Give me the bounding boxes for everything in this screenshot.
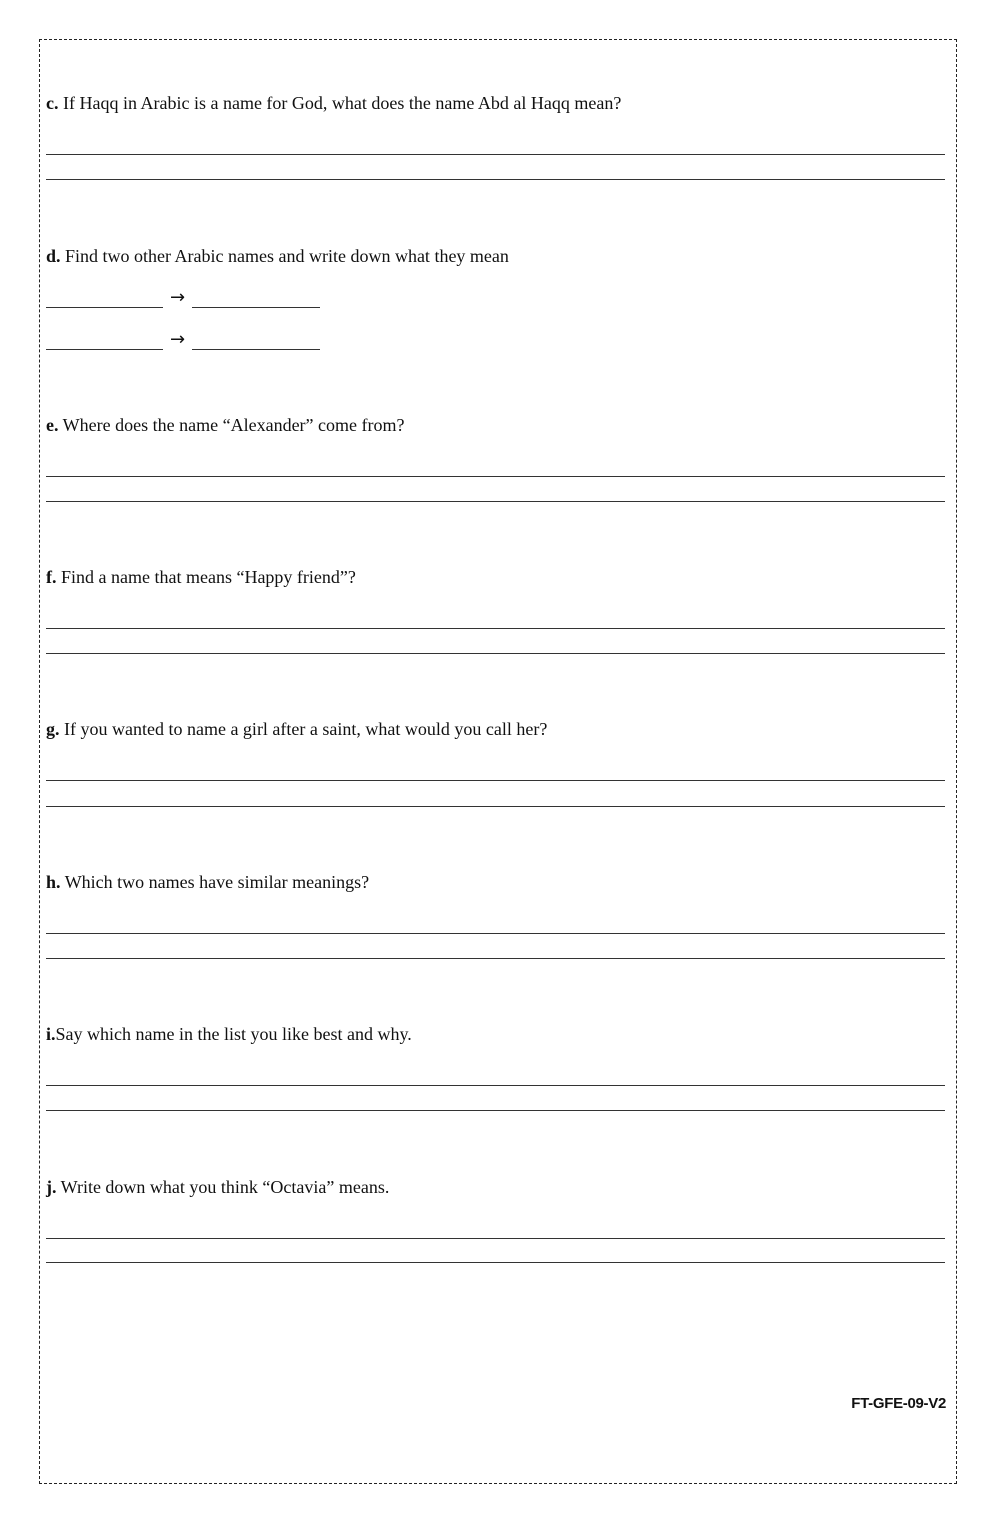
question-g-label: g. — [46, 719, 60, 739]
question-i-label: i. — [46, 1024, 56, 1044]
answer-line-i-2[interactable] — [46, 1110, 945, 1111]
question-e — [46, 414, 405, 436]
right-arrow-icon: → — [170, 329, 186, 350]
answer-line-e-1[interactable] — [46, 476, 945, 477]
question-c — [46, 92, 621, 114]
question-f-text: Find a name that means “Happy friend”? — [56, 567, 356, 587]
question-j-label: j. — [46, 1177, 57, 1197]
right-arrow-icon: → — [170, 287, 186, 308]
answer-line-e-2[interactable] — [46, 501, 945, 502]
answer-line-j-1[interactable] — [46, 1238, 945, 1239]
question-c-text: If Haqq in Arabic is a name for God, what does the name Abd al Haqq mean? — [58, 93, 622, 113]
arabic-name-blank-2[interactable] — [46, 349, 163, 350]
answer-line-j-2[interactable] — [46, 1262, 945, 1263]
question-j — [46, 1176, 389, 1198]
question-f-label: f. — [46, 567, 57, 587]
answer-line-i-1[interactable] — [46, 1085, 945, 1086]
question-j-text: Write down what you think “Octavia” means. — [56, 1177, 390, 1197]
question-i-text: Say which name in the list you like best and why. — [55, 1024, 412, 1044]
name-meaning-pair-2 — [46, 330, 346, 354]
question-c-label: c. — [46, 93, 59, 113]
document-code: FT-GFE-09-V2 — [851, 1395, 946, 1412]
question-e-label: e. — [46, 415, 59, 435]
answer-line-g-1[interactable] — [46, 780, 945, 781]
question-h-text: Which two names have similar meanings? — [60, 872, 370, 892]
arabic-name-blank-1[interactable] — [46, 307, 163, 308]
meaning-blank-1[interactable] — [192, 307, 320, 308]
meaning-blank-2[interactable] — [192, 349, 320, 350]
question-i — [46, 1023, 412, 1045]
answer-line-c-1[interactable] — [46, 154, 945, 155]
question-d-label: d. — [46, 246, 61, 266]
name-meaning-pair-1 — [46, 288, 346, 312]
question-f — [46, 566, 356, 588]
answer-line-h-1[interactable] — [46, 933, 945, 934]
question-d — [46, 245, 509, 267]
question-g-text: If you wanted to name a girl after a saint, what would you call her? — [59, 719, 548, 739]
question-g — [46, 718, 547, 740]
question-h — [46, 871, 369, 893]
answer-line-f-2[interactable] — [46, 653, 945, 654]
answer-line-h-2[interactable] — [46, 958, 945, 959]
answer-line-g-2[interactable] — [46, 806, 945, 807]
question-d-text: Find two other Arabic names and write down what they mean — [60, 246, 509, 266]
question-h-label: h. — [46, 872, 61, 892]
answer-line-f-1[interactable] — [46, 628, 945, 629]
answer-line-c-2[interactable] — [46, 179, 945, 180]
question-e-text: Where does the name “Alexander” come from? — [58, 415, 405, 435]
